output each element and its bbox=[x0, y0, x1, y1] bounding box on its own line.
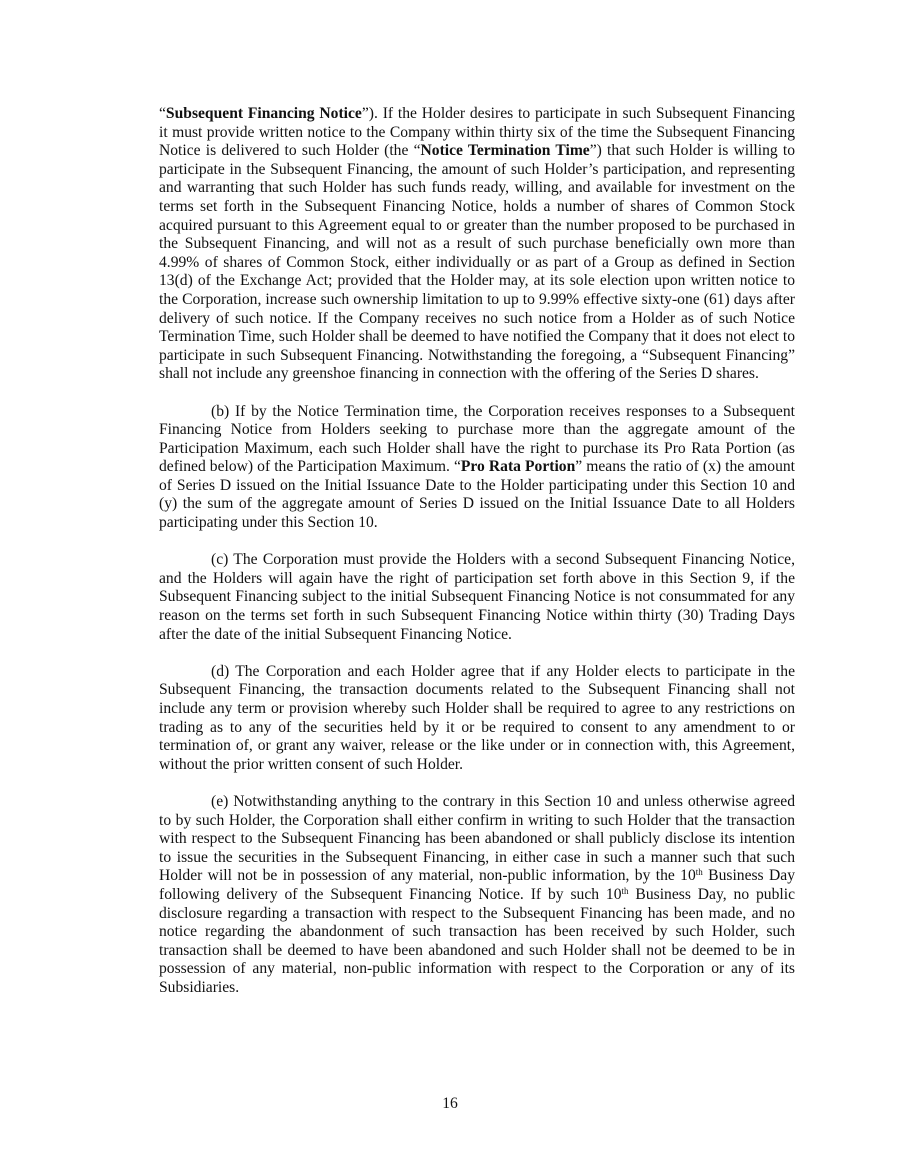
text-run: (b) If by the Notice Termination time, the Corporation receives responses to a Subsequent Financing Notice from Holders seeking to purchase more than the aggregate amount of the Participation Maximum, each such Holder shall have the right to purchase its Pro Rata Portion (as defined below) of the Participation Maximum. “ bbox=[159, 402, 795, 476]
paragraph-b bbox=[159, 403, 795, 533]
text-run: Business Day following delivery of the Subsequent Financing Notice. If by such 10 bbox=[159, 867, 795, 903]
text-run: ”). If the Holder desires to participate in such Subsequent Financing it must provide written notice to the Company within thirty six of the time the Subsequent Financing Notice is delivered to such Holder (the “ bbox=[159, 105, 795, 160]
text-run: “ bbox=[159, 105, 166, 122]
paragraph-d: (d) The Corporation and each Holder agree that if any Holder elects to participate in the Subsequent Financing, the transaction documents related to the Subsequent Financing shall not include any term or provision whereby such Holder shall be required to agree to any restrictions on trading as to any of the securities held by it or be required to consent to any amendment to or termination of, or grant any waiver, release or the like under or in connection with, this Agreement, without the prior written consent of such Holder. bbox=[159, 662, 795, 773]
text-run: ”) that such Holder is willing to participate in the Subsequent Financing, the amount of such Holder’s participation, and representing and warranting that such Holder has such funds ready, willing, and available for investment on the terms set forth in the Subsequent Financing Notice, holds a number of shares of Common Stock acquired pursuant to this Agreement equal to or greater than the number proposed to be purchased in the Subsequent Financing, and will not as a result of such purchase beneficially own more than 4.99% of shares of Common Stock, either individually or as part of a Group as defined in Section 13(d) of the Exchange Act; provided that the Holder may, at its sole election upon written notice to the Corporation, increase such ownership limitation to up to 9.99% effective sixty-one (61) days after delivery of such notice. If the Company receives no such notice from a Holder as of such Notice Termination Time, such Holder shall be deemed to have notified the Company that it does not elect to participate in such Subsequent Financing. Notwithstanding the foregoing, a “Subsequent Financing” shall not include any greenshoe financing in connection with the offering of the Series D shares. bbox=[159, 142, 795, 383]
text-run: (e) Notwithstanding anything to the contrary in this Section 10 and unless otherwise agreed to by such Holder, the Corporation shall either confirm in writing to such Holder that the transaction with respect to the Subsequent Financing has been abandoned or shall publicly disclose its intention to issue the securities in the Subsequent Financing, in either case in such a manner such that such Holder will not be in possession of any material, non-public information, by the 10 bbox=[159, 792, 795, 885]
defined-term-subsequent-financing-notice: Subsequent Financing Notice bbox=[165, 105, 362, 122]
body-text bbox=[159, 105, 795, 998]
defined-term-pro-rata-portion: Pro Rata Portion bbox=[460, 458, 576, 476]
defined-term-notice-termination-time: Notice Termination Time bbox=[420, 142, 590, 160]
paragraph-c: (c) The Corporation must provide the Holders with a second Subsequent Financing Notice, and the Holders will again have the right of participation set forth above in this Section 9, if the Subsequent Financing subject to the initial Subsequent Financing Notice is not consummated for any reason on the terms set forth in such Subsequent Financing Notice within thirty (30) Trading Days after the date of the initial Subsequent Financing Notice. bbox=[159, 551, 795, 643]
ordinal-suffix: th bbox=[621, 885, 629, 896]
page-number: 16 bbox=[442, 1095, 458, 1112]
paragraph-continuation bbox=[159, 105, 795, 384]
ordinal-suffix: th bbox=[695, 867, 703, 878]
text-run: Business Day, no public disclosure regarding a transaction with respect to the Subsequent Financing has been made, and no notice regarding the abandonment of such transaction has been received by such Holder, such transaction shall be deemed to have been abandoned and such Holder shall not be deemed to be in possession of any material, non-public information with respect to the Corporation or any of its Subsidiaries. bbox=[159, 885, 795, 996]
text-run: ” means the ratio of (x) the amount of Series D issued on the Initial Issuance Date to the Holder participating under this Section 10 and (y) the sum of the aggregate amount of Series D issued on the Initial Issuance Date to all Holders participating under this Section 10. bbox=[159, 458, 795, 532]
paragraph-e bbox=[159, 793, 795, 998]
